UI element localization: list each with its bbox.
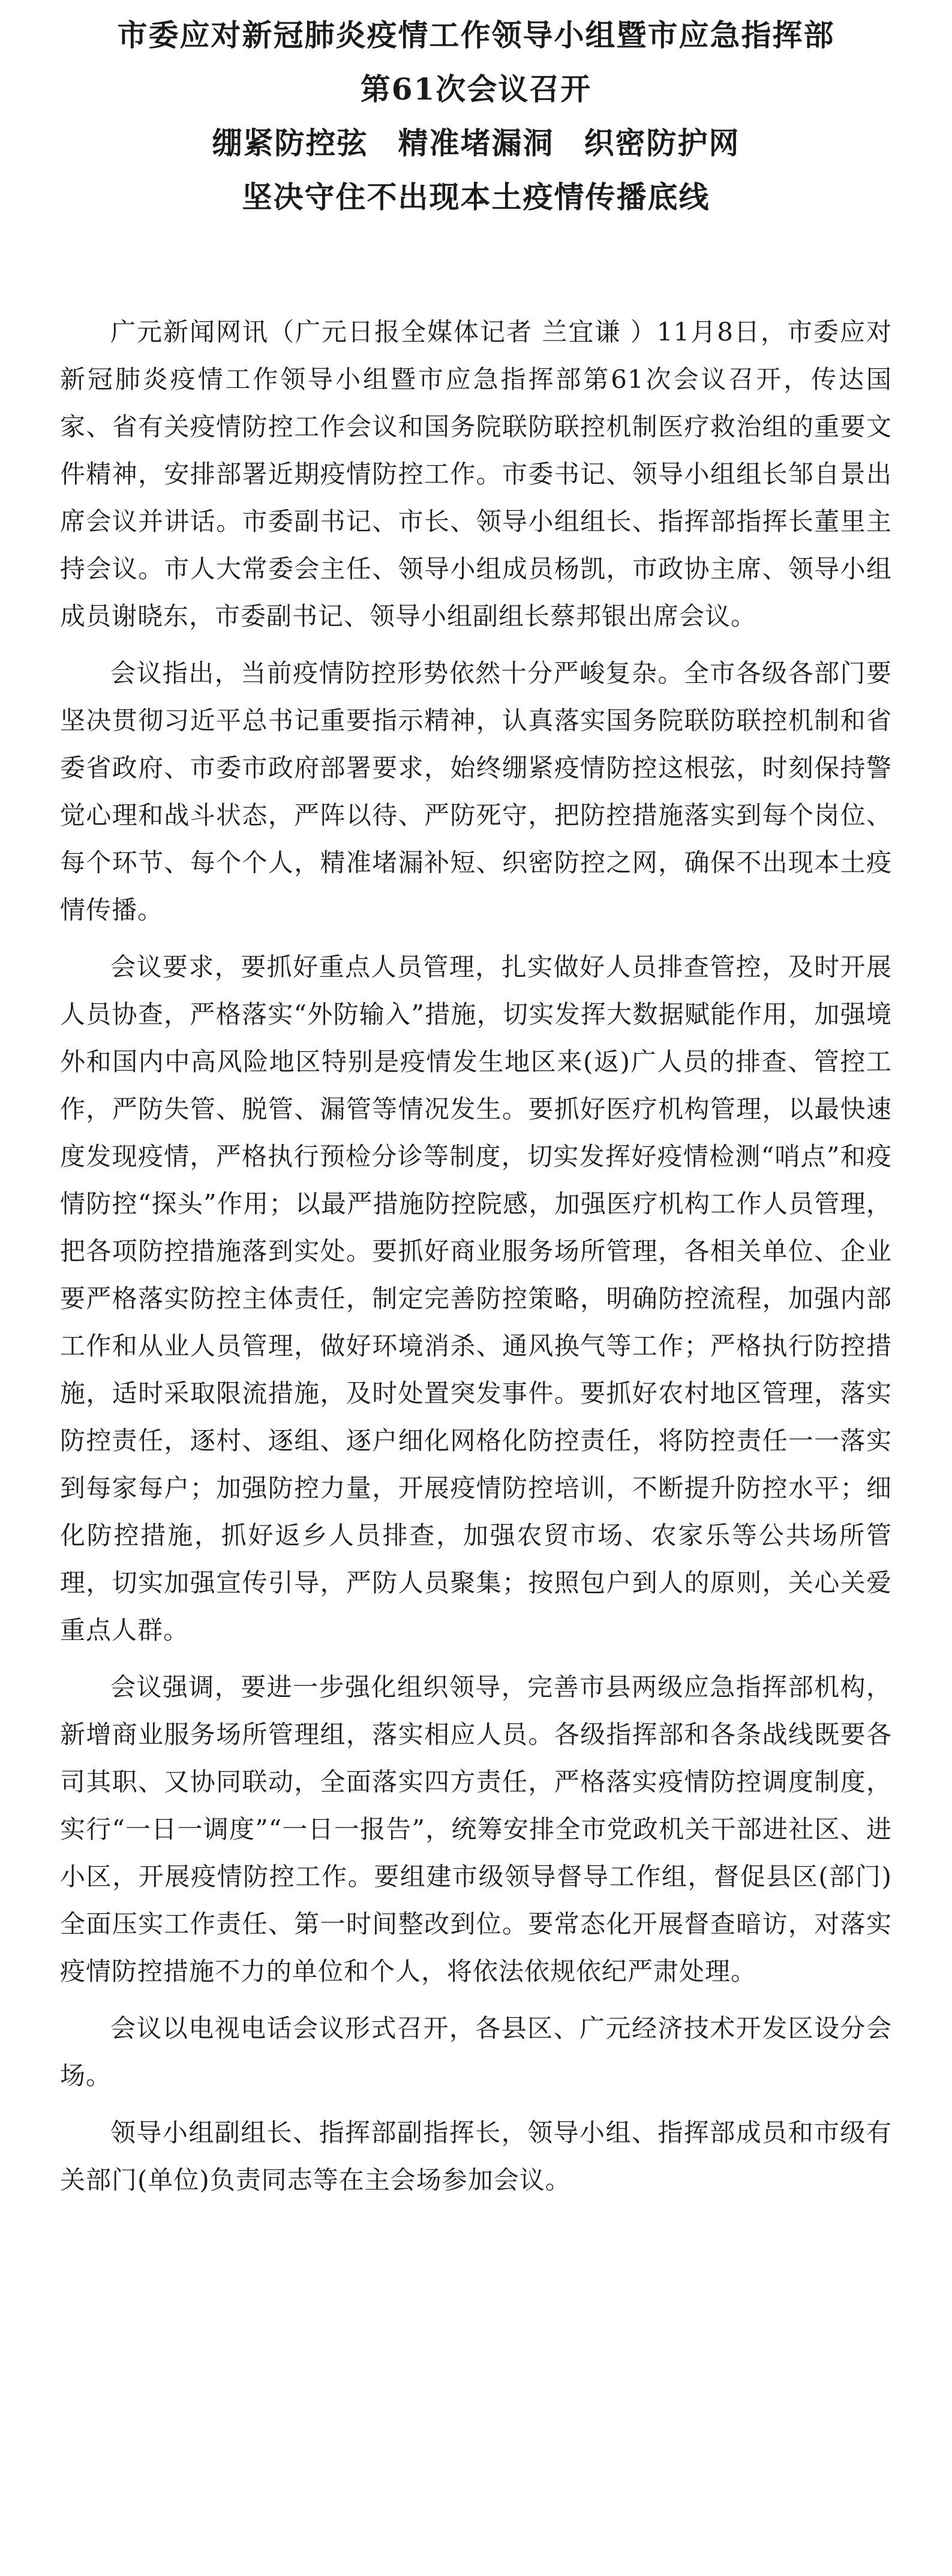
headline-line-4: 坚决守住不出现本土疫情传播底线: [242, 179, 710, 215]
article-body: [60, 308, 892, 2204]
paragraph: 会议以电视电话会议形式召开，各县区、广元经济技术开发区设分会场。: [60, 2014, 892, 2090]
article-headline: [60, 0, 892, 224]
paragraph: 会议要求，要抓好重点人员管理，扎实做好人员排查管控，及时开展人员协查，严格落实“外防输入”措施，切实发挥大数据赋能作用，加强境外和国内中高风险地区特别是疫情发生地区来(返)广人员的排查、管控工作，严防失管、脱管、漏管等情况发生。要抓好医疗机构管理，以最快速度发现疫情，严格执行预检分诊等制度，切实发挥好疫情检测“哨点”和疫情防控“探头”作用；以最严措施防控院感，加强医疗机构工作人员管理，把各项防控措施落到实处。要抓好商业服务场所管理，各相关单位、企业要严格落实防控主体责任，制定完善防控策略，明确防控流程，加强内部工作和从业人员管理，做好环境消杀、通风换气等工作；严格执行防控措施，适时采取限流措施，及时处置突发事件。要抓好农村地区管理，落实防控责任，逐村、逐组、逐户细化网格化防控责任，将防控责任一一落实到每家每户；加强防控力量，开展疫情防控培训，不断提升防控水平；细化防控措施，抓好返乡人员排查，加强农贸市场、农家乐等公共场所管理，切实加强宣传引导，严防人员聚集；按照包户到人的原则，关心关爱重点人群。: [60, 952, 892, 1645]
headline-line-1: 市委应对新冠肺炎疫情工作领导小组暨市应急指挥部: [117, 17, 835, 53]
paragraph: 会议强调，要进一步强化组织领导，完善市县两级应急指挥部机构，新增商业服务场所管理组，落实相应人员。各级指挥部和各条战线既要各司其职、又协同联动，全面落实四方责任，严格落实疫情防控调度制度，实行“一日一调度”“一日一报告”，统筹安排全市党政机关干部进社区、进小区，开展疫情防控工作。要组建市级领导督导工作组，督促县区(部门)全面压实工作责任、第一时间整改到位。要常态化开展督查暗访，对落实疫情防控措施不力的单位和个人，将依法依规依纪严肃处理。: [60, 1672, 892, 1986]
headline-line-3: [60, 116, 892, 170]
paragraph: 领导小组副组长、指挥部副指挥长，领导小组、指挥部成员和市级有关部门(单位)负责同志等在主会场参加会议。: [60, 2118, 892, 2195]
paragraph: 会议指出，当前疫情防控形势依然十分严峻复杂。全市各级各部门要坚决贯彻习近平总书记重要指示精神，认真落实国务院联防联控机制和省委省政府、市委市政府部署要求，始终绷紧疫情防控这根弦，时刻保持警觉心理和战斗状态，严阵以待、严防死守，把防控措施落实到每个岗位、每个环节、每个个人，精准堵漏补短、织密防控之网，确保不出现本土疫情传播。: [60, 658, 892, 925]
paragraph-lead: 广元新闻网讯（广元日报全媒体记者 兰宜谦 ）11月8日，市委应对新冠肺炎疫情工作领导小组暨市应急指挥部第61次会议召开，传达国家、省有关疫情防控工作会议和国务院联防联控机制医疗救治组的重要文件精神，安排部署近期疫情防控工作。市委书记、领导小组组长邹自景出席会议并讲话。市委副书记、市长、领导小组组长、指挥部指挥长董里主持会议。市人大常委会主任、领导小组成员杨凯，市政协主席、领导小组成员谢晓东，市委副书记、领导小组副组长蔡邦银出席会议。: [60, 317, 892, 631]
headline-line-3-part-1: 绷紧防控弦: [212, 125, 368, 161]
headline-line-3-part-2: 精准堵漏洞: [398, 125, 554, 161]
headline-line-3-part-3: 织密防护网: [584, 125, 740, 161]
headline-line-2: 第61次会议召开: [360, 71, 592, 107]
